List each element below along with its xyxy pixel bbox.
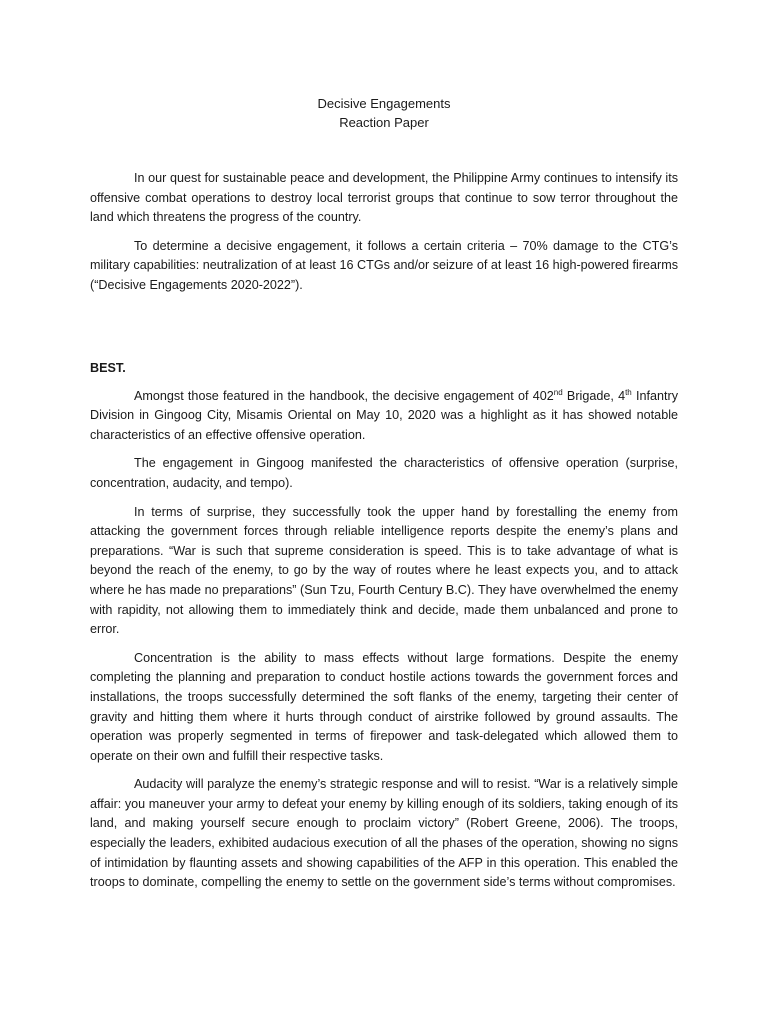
highlight-superscript-1: nd bbox=[553, 387, 563, 397]
highlight-text-3: Infantry Division in Gingoog City, Misamis Oriental on May 10, 2020 was a highlight as it has showed notable characteristics of an effective offensive operation. bbox=[90, 388, 678, 442]
highlight-paragraph bbox=[90, 387, 678, 446]
title-block bbox=[0, 94, 768, 132]
characteristics-paragraph: The engagement in Gingoog manifested the characteristics of offensive operation (surprise, concentration, audacity, and tempo). bbox=[90, 456, 678, 490]
concentration-paragraph: Concentration is the ability to mass effects without large formations. Despite the enemy completing the planning and preparation to conduct hostile actions towards the government forces and installations, the troops successfully determined the soft flanks of the enemy, targeting their center of gravity and hitting them where it hurts through conduct of airstrike followed by ground assaults. The operation was properly segmented in terms of firepower and task-delegated which allowed them to operate on their own and fulfill their respective tasks. bbox=[90, 650, 678, 763]
document-title: Decisive Engagements bbox=[317, 96, 451, 111]
document-subtitle: Reaction Paper bbox=[339, 115, 429, 130]
best-section bbox=[90, 359, 678, 902]
highlight-text-2: Brigade, 4 bbox=[562, 388, 626, 403]
section-heading: BEST. bbox=[90, 361, 126, 375]
highlight-superscript-2: th bbox=[625, 387, 632, 397]
surprise-paragraph: In terms of surprise, they successfully took the upper hand by forestalling the enemy from attacking the government forces through reliable intelligence reports despite the enemy’s plans and preparations. “War is such that supreme consideration is speed. This is to take advantage of what is beyond the reach of the enemy, to go by the way of routes where he least expects you, and to attack where he has made no preparations” (Sun Tzu, Fourth Century B.C). They have overwhelmed the enemy with rapidity, not allowing them to immediately think and decide, made them unbalanced and prone to error. bbox=[90, 504, 678, 637]
audacity-paragraph: Audacity will paralyze the enemy’s strategic response and will to resist. “War is a relatively simple affair: you maneuver your army to defeat your enemy by killing enough of its soldiers, taking enough of its land, and making yourself secure enough to proclaim victory” (Robert Greene, 2006). The troops, especially the leaders, exhibited audacious execution of all the phases of the operation, showing no signs of intimidation by flaunting assets and showing capabilities of the AFP in this operation. This enabled the troops to dominate, compelling the enemy to settle on the government side’s terms without compromises. bbox=[90, 777, 678, 890]
intro-section bbox=[90, 169, 678, 305]
highlight-text-1: Amongst those featured in the handbook, the decisive engagement of 402 bbox=[134, 388, 554, 403]
intro-paragraph-1: In our quest for sustainable peace and development, the Philippine Army continues to intensify its offensive combat operations to destroy local terrorist groups that continue to sow terror throughout the land which threatens the progress of the country. bbox=[90, 171, 678, 225]
intro-paragraph-2: To determine a decisive engagement, it follows a certain criteria – 70% damage to the CTG’s military capabilities: neutralization of at least 16 CTGs and/or seizure of at least 16 high-powered firearms (“Decisive Engagements 2020-2022”). bbox=[90, 238, 678, 292]
